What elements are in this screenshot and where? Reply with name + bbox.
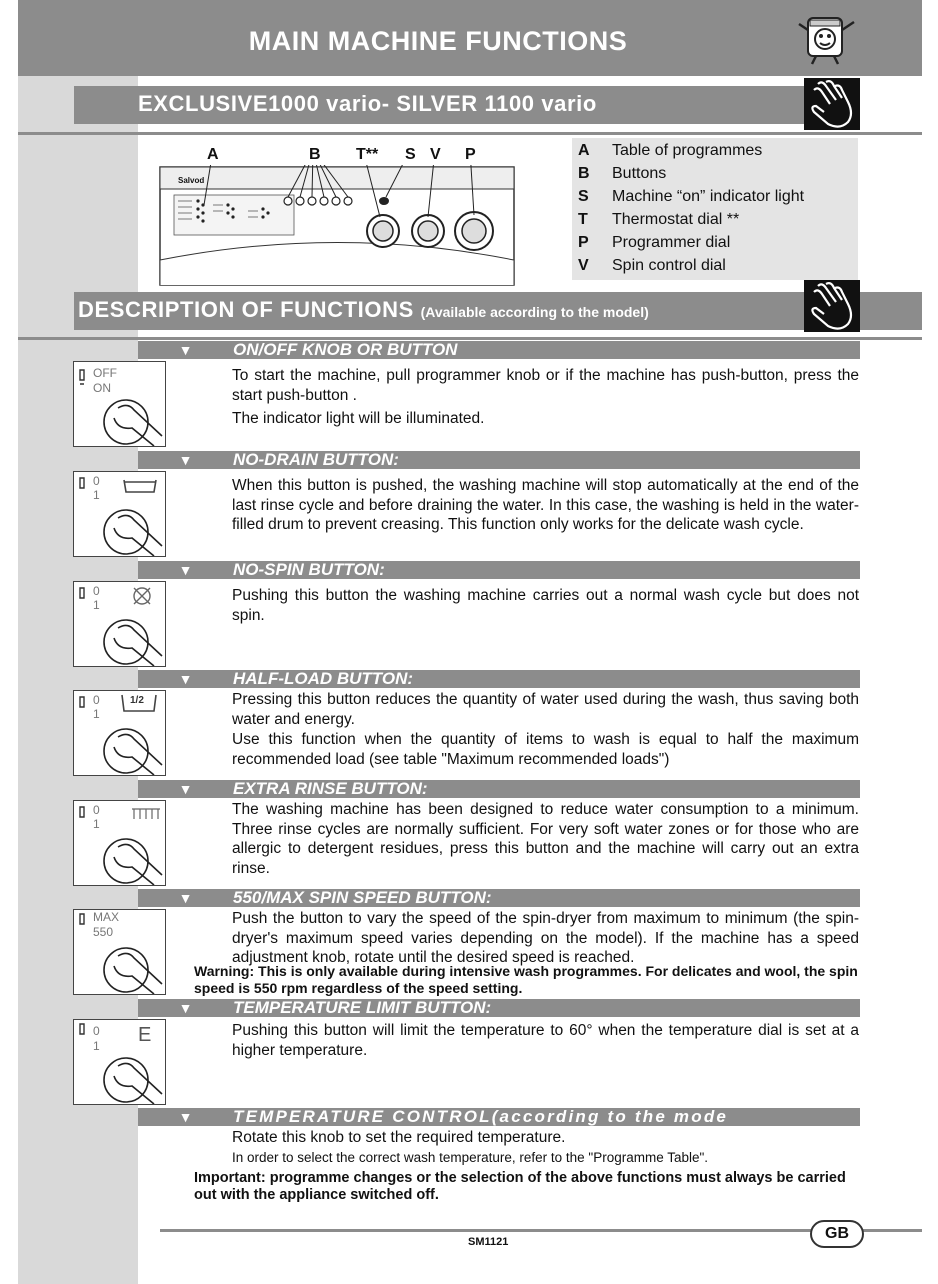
hand-icon — [804, 78, 860, 130]
panel-brand: Salvod — [178, 176, 205, 185]
section-heading-spinspeed: ▼ 550/MAX SPIN SPEED BUTTON: — [138, 889, 860, 907]
section-heading-templimit: ▼ TEMPERATURE LIMIT BUTTON: — [138, 999, 860, 1017]
nodrain-illustration — [73, 471, 166, 557]
component-legend — [572, 138, 858, 280]
page-title: MAIN MACHINE FUNCTIONS — [248, 26, 628, 56]
spinspeed-text — [232, 909, 859, 968]
extrarinse-text — [232, 800, 859, 878]
hand-icon — [804, 280, 860, 332]
half-load-symbol: 1/2 — [130, 695, 144, 706]
state-0-label: 0 — [93, 474, 100, 488]
paragraph: Push the button to vary the speed of the spin-dryer from maximum to minimum (the spin-dryer's maximum speed varies depending on the model). If the machine has a speed adjustment knob, rotate until the desired speed is reached. — [232, 910, 859, 966]
footer-line — [160, 1229, 922, 1232]
document-code: SM1121 — [468, 1236, 509, 1248]
halfload-illustration — [73, 690, 166, 776]
extrarinse-illustration — [73, 800, 166, 886]
paragraph: To start the machine, pull programmer knob or if the machine has push-button, press the start push-button . — [232, 367, 859, 404]
legend-item: V Spin control dial — [578, 257, 726, 274]
section-heading-onoff: ▼ ON/OFF KNOB OR BUTTON — [138, 341, 860, 359]
paragraph: The indicator light will be illuminated. — [232, 410, 485, 427]
divider — [18, 337, 922, 340]
legend-item: A Table of programmes — [578, 142, 763, 159]
section-heading-nospin: ▼ NO-SPIN BUTTON: — [138, 561, 860, 579]
washing-machine-mascot-icon — [796, 6, 860, 66]
panel-label-v: V — [430, 146, 441, 163]
paragraph: Use this function when the quantity of items to wash is equal to half the maximum recommended load (see table "Maximum recommended loads") — [232, 731, 859, 768]
divider — [18, 132, 922, 135]
onoff-text — [232, 366, 859, 429]
section-heading-extrarinse: ▼ EXTRA RINSE BUTTON: — [138, 780, 860, 798]
state-1-label: 1 — [93, 1039, 100, 1053]
panel-label-t: T** — [356, 146, 379, 163]
description-title: DESCRIPTION OF FUNCTIONS (Available according to the model) — [78, 297, 649, 322]
state-1-label: 1 — [93, 598, 100, 612]
nospin-text — [232, 586, 859, 625]
control-panel-diagram — [158, 165, 518, 287]
nospin-illustration — [73, 581, 166, 667]
legend-item: B Buttons — [578, 165, 667, 182]
nodrain-text — [232, 476, 859, 535]
panel-label-b: B — [309, 146, 321, 163]
important-note: Important: programme changes or the selection of the above functions must always be carried out with the appliance switched off. — [194, 1170, 846, 1203]
templimit-text — [232, 1021, 859, 1060]
onoff-illustration — [73, 361, 166, 447]
section-heading-nodrain: ▼ NO-DRAIN BUTTON: — [138, 451, 860, 469]
templimit-illustration — [73, 1019, 166, 1105]
paragraph: Pushing this button will limit the temperature to 60° when the temperature dial is set at a higher temperature. — [232, 1022, 859, 1059]
paragraph: In order to select the correct wash temperature, refer to the "Programme Table". — [232, 1149, 709, 1165]
paragraph: Pressing this button reduces the quantity of water used during the wash, thus saving both water and energy. — [232, 691, 859, 728]
state-0-label: 0 — [93, 693, 100, 707]
state-0-label: 0 — [93, 584, 100, 598]
max-label: MAX — [93, 910, 120, 924]
halfload-text — [232, 690, 859, 769]
tempcontrol-text — [232, 1128, 859, 1167]
spinspeed-warning: Warning: This is only available during intensive wash programmes. For delicates and wool, the spin speed is 550 rpm regardless of the speed setting. — [194, 963, 858, 996]
state-1-label: 1 — [93, 817, 100, 831]
paragraph: The washing machine has been designed to reduce water consumption to a minimum. Three rinse cycles are normally sufficient. For very soft water zones or for those who are allergic to detergent residues, press this button and the machine will carry out an extra rinse. — [232, 801, 859, 877]
panel-label-p: P — [465, 146, 476, 163]
off-label: OFF — [93, 366, 117, 380]
section-heading-halfload: ▼ HALF-LOAD BUTTON: — [138, 670, 860, 688]
legend-item: S Machine “on” indicator light — [578, 188, 805, 205]
paragraph: When this button is pushed, the washing machine will stop automatically at the end of the last rinse cycle and before draining the water. In this case, the washing is held in the water-filled drum to prevent creasing. This function only works for the delicate wash cycle. — [232, 477, 859, 533]
model-title: EXCLUSIVE1000 vario- SILVER 1100 vario — [138, 91, 597, 116]
state-1-label: 1 — [93, 488, 100, 502]
state-0-label: 0 — [93, 803, 100, 817]
legend-item: T Thermostat dial ** — [578, 211, 740, 228]
on-label: ON — [93, 381, 111, 395]
section-heading-tempcontrol: ▼ TEMPERATURE CONTROL(according to the mode — [138, 1108, 860, 1126]
language-badge: GB — [810, 1220, 864, 1248]
state-0-label: 0 — [93, 1024, 100, 1038]
panel-label-a: A — [207, 146, 219, 163]
paragraph: Pushing this button the washing machine carries out a normal wash cycle but does not spin. — [232, 587, 859, 624]
paragraph: Rotate this knob to set the required temperature. — [232, 1129, 566, 1146]
panel-label-s: S — [405, 146, 416, 163]
spinspeed-illustration — [73, 909, 166, 995]
state-1-label: 1 — [93, 707, 100, 721]
legend-item: P Programmer dial — [578, 234, 731, 251]
550-label: 550 — [93, 925, 114, 939]
e-symbol: E — [138, 1024, 152, 1046]
